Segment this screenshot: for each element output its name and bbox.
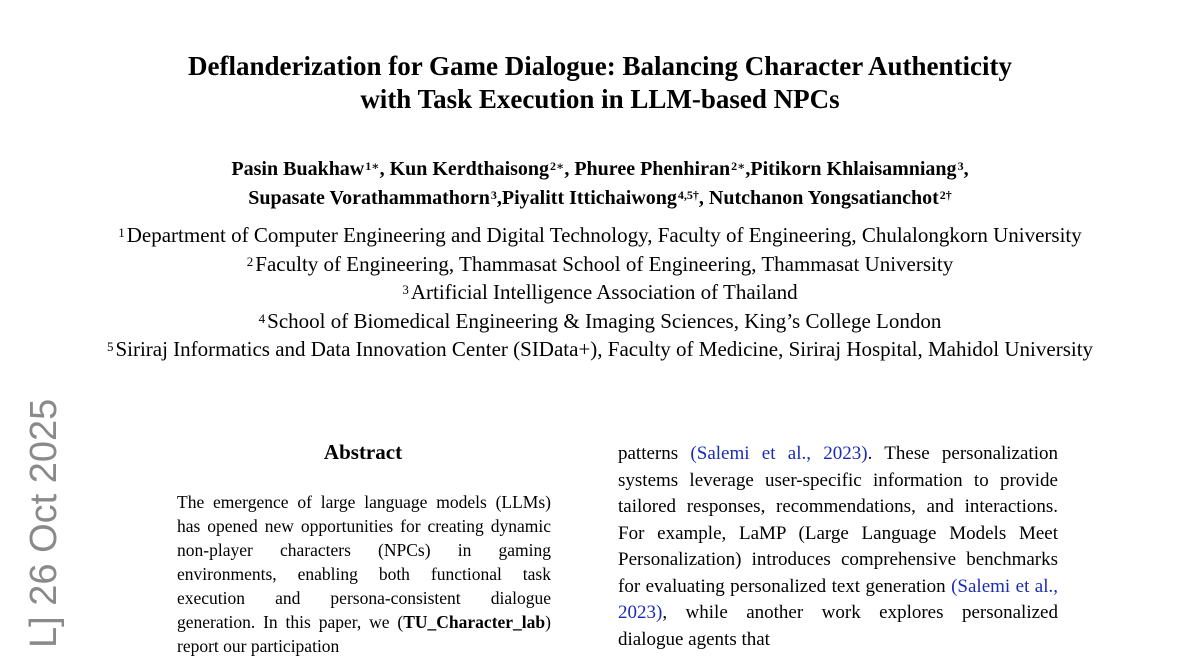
affiliation-number: 3 bbox=[402, 282, 409, 297]
author-mark: 2† bbox=[939, 188, 952, 202]
affiliation-text: Siriraj Informatics and Data Innovation Center (SIData+), Faculty of Medicine, Siriraj Hospital, Mahidol University bbox=[115, 337, 1094, 361]
affiliation bbox=[0, 307, 1200, 336]
body-text: . These personalization systems leverage user-specific information to provide tailored responses, recommendations, and interactions. For example, LaMP (Large Language Models Meet Personalization) introduces comprehensive benchmarks for evaluating personalized text generation bbox=[618, 443, 1058, 597]
affiliation-text: Faculty of Engineering, Thammasat School of Engineering, Thammasat University bbox=[255, 251, 954, 276]
affiliation bbox=[0, 278, 1200, 307]
title-line-2: with Task Execution in LLM-based NPCs bbox=[360, 84, 840, 114]
author-sep: , bbox=[745, 158, 751, 180]
abstract-team-name: TU_Character_lab bbox=[403, 612, 546, 632]
paper-title bbox=[0, 50, 1200, 116]
author-name: Phuree Phenhiran bbox=[574, 158, 731, 180]
author-mark: 2∗ bbox=[731, 159, 746, 173]
affiliation-list bbox=[0, 221, 1200, 364]
author-list bbox=[0, 155, 1200, 213]
author-sep: , bbox=[379, 158, 390, 180]
author-mark: 2∗ bbox=[550, 159, 565, 173]
affiliation-text: Department of Computer Engineering and Digital Technology, Faculty of Engineering, Chulalongkorn University bbox=[126, 223, 1082, 247]
author-sep: , bbox=[963, 158, 969, 180]
abstract-text: ) report our participation bbox=[177, 612, 551, 656]
abstract-text: The emergence of large language models (LLMs) has opened new opportunities for creating dynamic non-player characters (NPCs) in gaming environments, enabling both functional task execution and persona-consistent dialogue generation. In this paper, we ( bbox=[177, 492, 551, 632]
author-sep: , bbox=[698, 187, 709, 209]
affiliation-number: 4 bbox=[258, 310, 266, 326]
affiliation bbox=[0, 250, 1200, 279]
author-name: Kun Kerdthaisong bbox=[389, 158, 550, 180]
author-sep: , bbox=[496, 187, 502, 209]
title-line-1: Deflanderization for Game Dialogue: Balancing Character Authenticity bbox=[188, 51, 1012, 81]
author-line-2 bbox=[0, 184, 1200, 213]
affiliation bbox=[0, 221, 1200, 250]
citation-link[interactable]: (Salemi et al., 2023) bbox=[618, 575, 1058, 623]
citation-link[interactable]: (Salemi et al., 2023) bbox=[690, 443, 868, 464]
affiliation-number: 1 bbox=[118, 225, 125, 240]
author-sep: , bbox=[564, 158, 575, 180]
author-name: Pasin Buakhaw bbox=[231, 158, 365, 180]
author-name: Supasate Vorathammathorn bbox=[248, 187, 490, 209]
affiliation-text: School of Biomedical Engineering & Imaging Sciences, King’s College London bbox=[267, 308, 942, 333]
author-line-1 bbox=[0, 155, 1200, 184]
abstract-body bbox=[177, 490, 551, 658]
body-text: patterns bbox=[618, 443, 691, 464]
affiliation-text: Artificial Intelligence Association of Thailand bbox=[410, 280, 798, 304]
arxiv-stamp: L] 26 Oct 2025 bbox=[23, 398, 65, 648]
body-text: , while another work explores personalized dialogue agents that bbox=[618, 602, 1058, 650]
body-column-right bbox=[618, 441, 1058, 653]
author-name: Piyalitt Ittichaiwong bbox=[501, 187, 677, 209]
author-mark: 4,5† bbox=[677, 188, 699, 202]
affiliation bbox=[0, 335, 1200, 364]
author-mark: 3 bbox=[957, 159, 964, 173]
author-mark: 1∗ bbox=[365, 159, 380, 173]
author-mark: 3 bbox=[490, 188, 497, 202]
author-name: Pitikorn Khlaisamniang bbox=[750, 158, 957, 180]
affiliation-number: 2 bbox=[246, 253, 254, 269]
abstract-heading: Abstract bbox=[323, 440, 403, 464]
affiliation-number: 5 bbox=[106, 339, 114, 354]
author-name: Nutchanon Yongsatianchot bbox=[708, 187, 939, 209]
